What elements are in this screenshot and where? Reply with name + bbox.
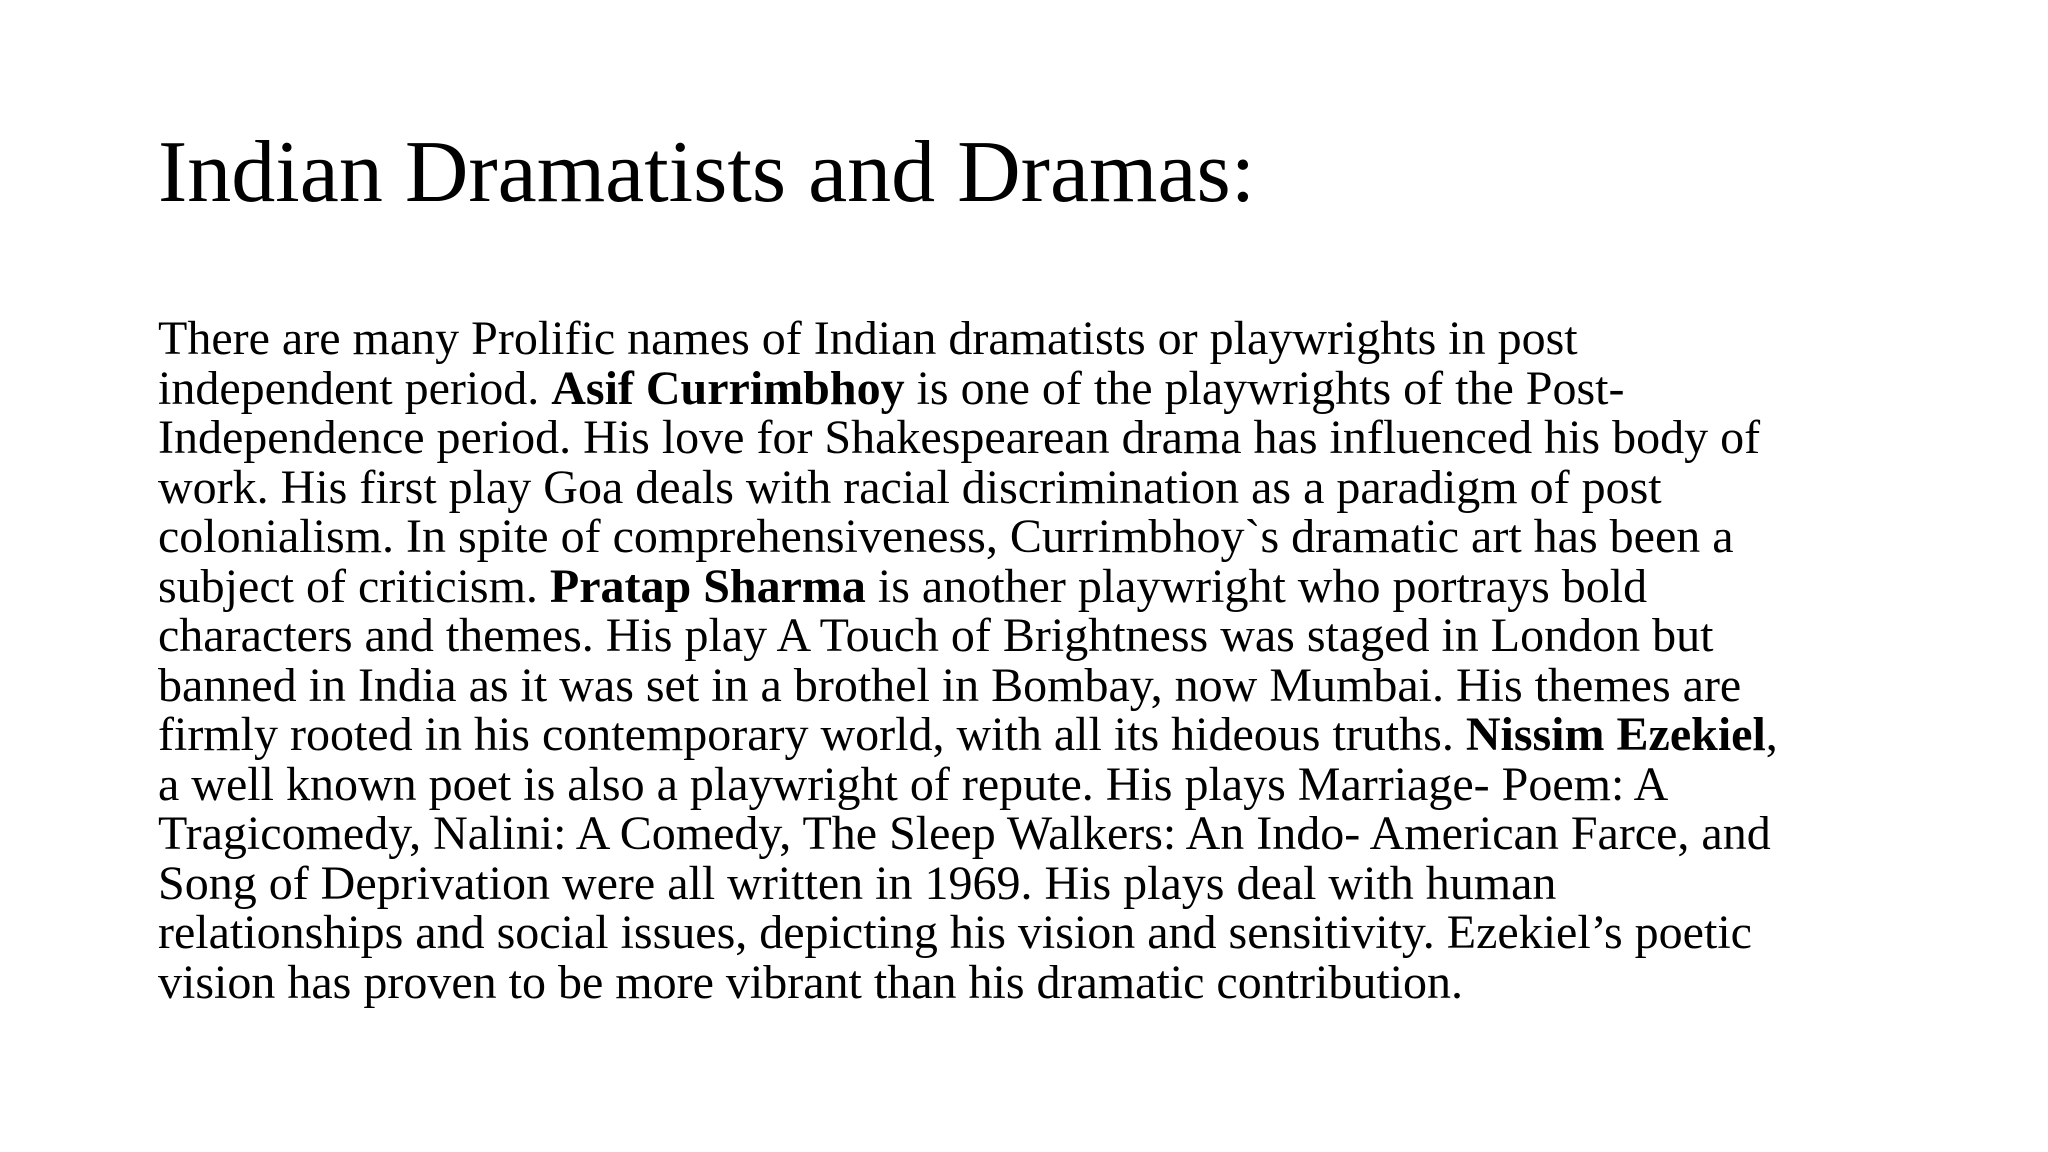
body-text-run: There are many Prolific names of Indian dramatists or playwrights in post [158,312,1578,365]
body-text-run: firmly rooted in his contemporary world, with all its hideous truths. [158,708,1466,761]
body-text-run: subject of criticism. [158,559,550,613]
body-text-run: vision has proven to be more vibrant than his dramatic contribution. [158,955,1464,1009]
highlighted-name: Asif Currimbhoy [551,361,905,415]
body-text-run: Independence period. His love for Shakespearean drama has influenced his body of [158,411,1761,464]
body-text-run: Song of Deprivation were all written in 1969. His plays deal with human [158,856,1557,910]
body-line [158,955,1928,1009]
body-line [158,809,1928,859]
body-line [158,512,1928,562]
body-text-run: characters and themes. His play A Touch of Brightness was staged in London but [158,609,1714,662]
body-text-run: Tragicomedy, Nalini: A Comedy, The Sleep Walkers: An Indo- American Farce, and [158,807,1771,860]
body-line [158,710,1928,760]
body-line [158,658,1928,712]
body-text-run: relationships and social issues, depicting his vision and sensitivity. Ezekiel’s poetic [158,906,1752,959]
body-text-run: banned in India as it was set in a brothel in Bombay, now Mumbai. His themes are [158,658,1742,712]
body-line [158,361,1928,415]
body-text-run: , [1765,708,1778,761]
body-text-run: is one of the playwrights of the Post- [904,361,1625,415]
highlighted-name: Nissim Ezekiel [1465,708,1766,761]
body-line [158,460,1928,514]
highlighted-name: Pratap Sharma [549,559,866,613]
body-text-run: a well known poet is also a playwright of repute. His plays Marriage- Poem: A [158,757,1669,811]
body-text-run: is another playwright who portrays bold [865,559,1648,613]
body-line [158,559,1928,613]
slide-body-paragraph [158,314,1928,1007]
body-text-run: colonialism. In spite of comprehensiveness, Currimbhoy`s dramatic art has been a [158,510,1734,563]
body-line [158,856,1928,910]
slide-title: Indian Dramatists and Dramas: [158,124,1256,221]
body-text-run: work. His first play Goa deals with racial discrimination as a paradigm of post [158,460,1662,514]
body-line [158,413,1928,463]
body-line [158,314,1928,364]
body-text-run: independent period. [158,361,552,415]
body-line [158,757,1928,811]
body-line [158,611,1928,661]
body-line [158,908,1928,958]
